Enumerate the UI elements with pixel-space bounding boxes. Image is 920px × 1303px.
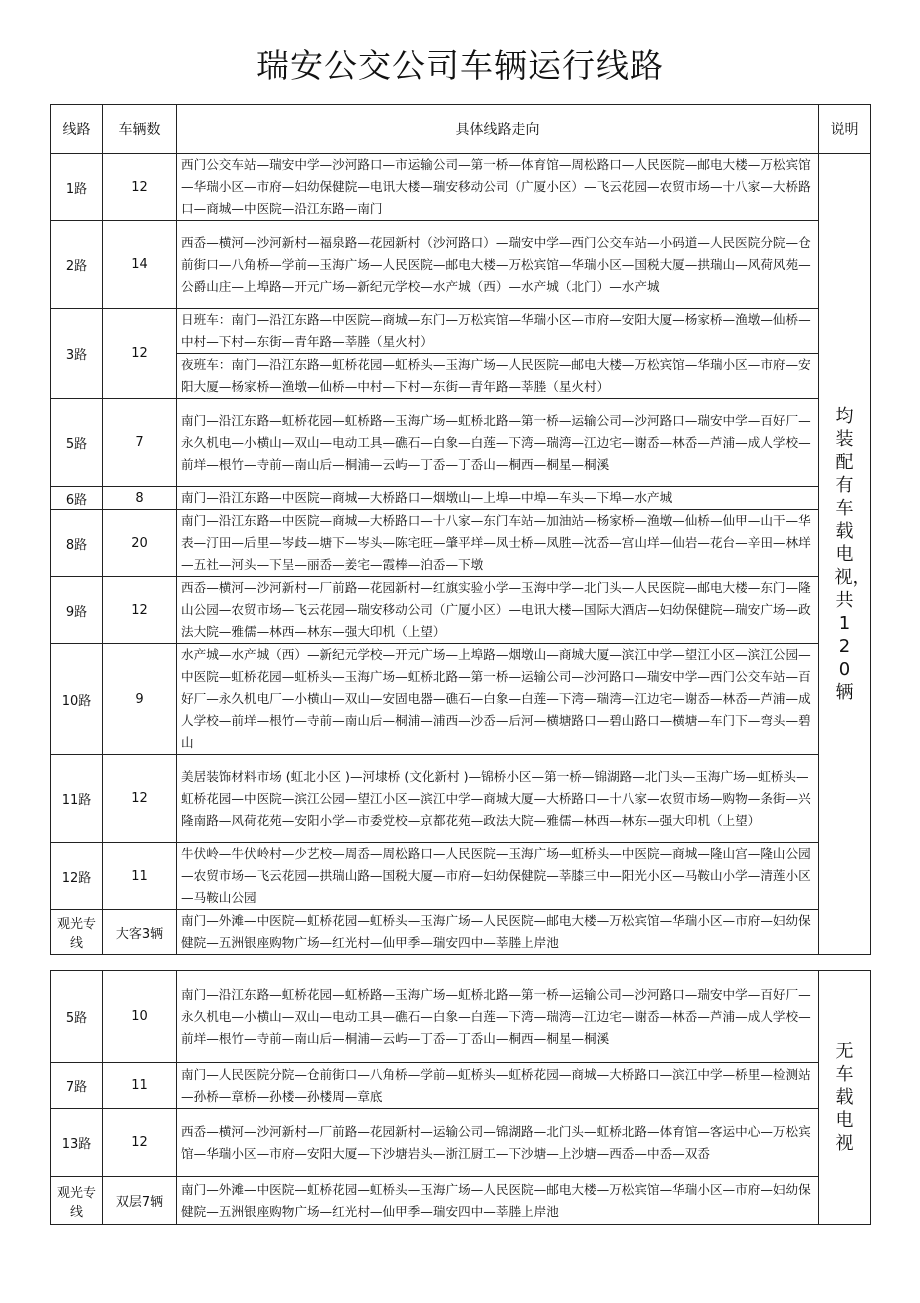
- table-row: [51, 487, 871, 510]
- route-path: 水产城—水产城（西）—新纪元学校—开元广场—上埠路—烟墩山—商城大厦—滨江中学—望江小区—滨江公园—中医院—虹桥花园—虹桥头—玉海广场—虹桥北路—第一桥—运输公司—沙河路口—瑞安中学—西门公交车站—百好厂—永久机电厂—小横山—双山—安固电器—礁石—白象—白莲—下湾—瑞湾—江边宅—谢岙—林岙—芦浦—成人学校—前垟—根竹—寺前—南山后—桐浦—浦西—沙岙—后河—横塘路口—碧山路口—横塘—车门下—弯头—碧山: [177, 644, 819, 755]
- vehicle-count: 12: [103, 309, 177, 399]
- table-row: [51, 1063, 871, 1109]
- route-name: 5路: [51, 399, 103, 487]
- route-path: 南门—沿江东路—中医院—商城—大桥路口—烟墩山—上埠—中埠—车头—下埠—水产城: [177, 487, 819, 510]
- route-path: 西门公交车站—瑞安中学—沙河路口—市运输公司—第一桥—体育馆—周松路口—人民医院—邮电大楼—万松宾馆—华瑞小区—市府—妇幼保健院—电讯大楼—瑞安移动公司（广厦小区）—飞云花园—农贸市场—十八家—大桥路口—商城—中医院—沿江东路—南门: [177, 154, 819, 221]
- route-name: 11路: [51, 755, 103, 843]
- route-name: 13路: [51, 1109, 103, 1177]
- vehicle-count: 12: [103, 755, 177, 843]
- header-path: 具体线路走向: [177, 105, 819, 154]
- table-row: [51, 510, 871, 577]
- route-name: 1路: [51, 154, 103, 221]
- table-row: [51, 910, 871, 955]
- route-table-no-tv: [50, 970, 871, 1225]
- vehicle-count: 11: [103, 1063, 177, 1109]
- vehicle-count: 大客3辆: [103, 910, 177, 955]
- route-path: 西岙—横河—沙河新村—厂前路—花园新村—运输公司—锦湖路—北门头—虹桥北路—体育馆—客运中心—万松宾馆—华瑞小区—市府—安阳大厦—下沙塘岩头—浙江厨工—下沙塘—上沙塘—西岙—中岙—双岙: [177, 1109, 819, 1177]
- route-path: 南门—外滩—中医院—虹桥花园—虹桥头—玉海广场—人民医院—邮电大楼—万松宾馆—华瑞小区—市府—妇幼保健院—五洲银座购物广场—红光村—仙甲季—瑞安四中—莘塍上岸池: [177, 1177, 819, 1225]
- table-row: [51, 1109, 871, 1177]
- section-note-text: 均装配有车载电视，共120辆: [834, 405, 871, 703]
- table-row: [51, 644, 871, 755]
- header-note: 说明: [819, 105, 871, 154]
- table-row: [51, 577, 871, 644]
- route-path: 西岙—横河—沙河新村—福泉路—花园新村（沙河路口）—瑞安中学—西门公交车站—小码道—人民医院分院—仓前街口—八角桥—学前—玉海广场—人民医院—邮电大楼—万松宾馆—华瑞小区—国税大厦—拱瑞山—风荷风苑—公爵山庄—上埠路—开元广场—新纪元学校—水产城（西）—水产城（北门）—水产城: [177, 221, 819, 309]
- route-name: 8路: [51, 510, 103, 577]
- route-name: 5路: [51, 971, 103, 1063]
- vehicle-count: 14: [103, 221, 177, 309]
- table-row: [51, 843, 871, 910]
- route-name: 10路: [51, 644, 103, 755]
- section-note-text: 无车载电视: [835, 1041, 854, 1154]
- table-row: [51, 309, 871, 354]
- route-name: 7路: [51, 1063, 103, 1109]
- table-row: [51, 221, 871, 309]
- vehicle-count: 20: [103, 510, 177, 577]
- route-name: 2路: [51, 221, 103, 309]
- table-row: [51, 154, 871, 221]
- route-path-night: 夜班车：南门—沿江东路—虹桥花园—虹桥头—玉海广场—人民医院—邮电大楼—万松宾馆—华瑞小区—市府—安阳大厦—杨家桥—渔墩—仙桥—中村—下村—东街—青年路—莘塍（星火村）: [177, 354, 819, 399]
- route-path: 南门—沿江东路—虹桥花园—虹桥路—玉海广场—虹桥北路—第一桥—运输公司—沙河路口—瑞安中学—百好厂—永久机电—小横山—双山—电动工具—礁石—白象—白莲—下湾—瑞湾—江边宅—谢岙—林岙—芦浦—成人学校—前垟—根竹—寺前—南山后—桐浦—云屿—丁岙—丁岙山—桐西—桐星—桐溪: [177, 971, 819, 1063]
- route-name: 6路: [51, 487, 103, 510]
- table-row: [51, 399, 871, 487]
- vehicle-count: 双层7辆: [103, 1177, 177, 1225]
- section-note: [819, 154, 871, 955]
- route-name: 3路: [51, 309, 103, 399]
- route-path: 南门—人民医院分院—仓前街口—八角桥—学前—虹桥头—虹桥花园—商城—大桥路口—滨江中学—桥里—检测站—孙桥—章桥—孙楼—孙楼周—章底: [177, 1063, 819, 1109]
- table-header-row: [51, 105, 871, 154]
- header-route: 线路: [51, 105, 103, 154]
- vehicle-count: 12: [103, 154, 177, 221]
- section-note: [819, 971, 871, 1225]
- vehicle-count: 9: [103, 644, 177, 755]
- table-row: [51, 1177, 871, 1225]
- vehicle-count: 12: [103, 1109, 177, 1177]
- table-row: [51, 755, 871, 843]
- route-path: 南门—外滩—中医院—虹桥花园—虹桥头—玉海广场—人民医院—邮电大楼—万松宾馆—华瑞小区—市府—妇幼保健院—五洲银座购物广场—红光村—仙甲季—瑞安四中—莘塍上岸池: [177, 910, 819, 955]
- header-count: 车辆数: [103, 105, 177, 154]
- route-path: 南门—沿江东路—中医院—商城—大桥路口—十八家—东门车站—加油站—杨家桥—渔墩—仙桥—仙甲—山干—华表—汀田—后里—岑歧—塘下—岑头—陈宅旺—肇平垟—凤士桥—凤胜—沈岙—宫山垟—仙岩—花台—辛田—林垟—五社—河头—下呈—丽岙—姜宅—霞棒—泊岙—下墩: [177, 510, 819, 577]
- route-name: 观光专线: [51, 910, 103, 955]
- page-title: 瑞安公交公司车辆运行线路: [256, 46, 664, 85]
- vehicle-count: 7: [103, 399, 177, 487]
- vehicle-count: 8: [103, 487, 177, 510]
- route-path: 牛伏岭—牛伏岭村—少艺校—周岙—周松路口—人民医院—玉海广场—虹桥头—中医院—商城—隆山宫—隆山公园—农贸市场—飞云花园—拱瑞山路—国税大厦—市府—妇幼保健院—莘膝三中—阳光小区—马鞍山小学—清莲小区—马鞍山公园: [177, 843, 819, 910]
- route-name: 9路: [51, 577, 103, 644]
- route-name: 12路: [51, 843, 103, 910]
- table-row: [51, 971, 871, 1063]
- route-path: 西岙—横河—沙河新村—厂前路—花园新村—红旗实验小学—玉海中学—北门头—人民医院—邮电大楼—东门—隆山公园—农贸市场—飞云花园—瑞安移动公司（广厦小区）—电讯大楼—国际大酒店—妇幼保健院—瑞安广场—政法大院—雅儒—林西—林东—强大印机（上望）: [177, 577, 819, 644]
- route-path: 美居装饰材料市场 (虹北小区 )—河埭桥 (文化新村 )—锦桥小区—第一桥—锦湖路—北门头—玉海广场—虹桥头—虹桥花园—中医院—滨江公园—望江小区—滨江中学—商城大厦—大桥路口—十八家—农贸市场—购物—条街—兴隆南路—风荷花苑—安阳小学—市委党校—京都花苑—政法大院—雅儒—林西—林东—强大印机（上望）: [177, 755, 819, 843]
- route-table-tv: [50, 104, 871, 955]
- vehicle-count: 11: [103, 843, 177, 910]
- vehicle-count: 12: [103, 577, 177, 644]
- vehicle-count: 10: [103, 971, 177, 1063]
- route-name: 观光专线: [51, 1177, 103, 1225]
- route-path-day: 日班车：南门—沿江东路—中医院—商城—东门—万松宾馆—华瑞小区—市府—安阳大厦—杨家桥—渔墩—仙桥—中村—下村—东街—青年路—莘塍（星火村）: [177, 309, 819, 354]
- route-path: 南门—沿江东路—虹桥花园—虹桥路—玉海广场—虹桥北路—第一桥—运输公司—沙河路口—瑞安中学—百好厂—永久机电—小横山—双山—电动工具—礁石—白象—白莲—下湾—瑞湾—江边宅—谢岙—林岙—芦浦—成人学校—前垟—根竹—寺前—南山后—桐浦—云屿—丁岙—丁岙山—桐西—桐星—桐溪: [177, 399, 819, 487]
